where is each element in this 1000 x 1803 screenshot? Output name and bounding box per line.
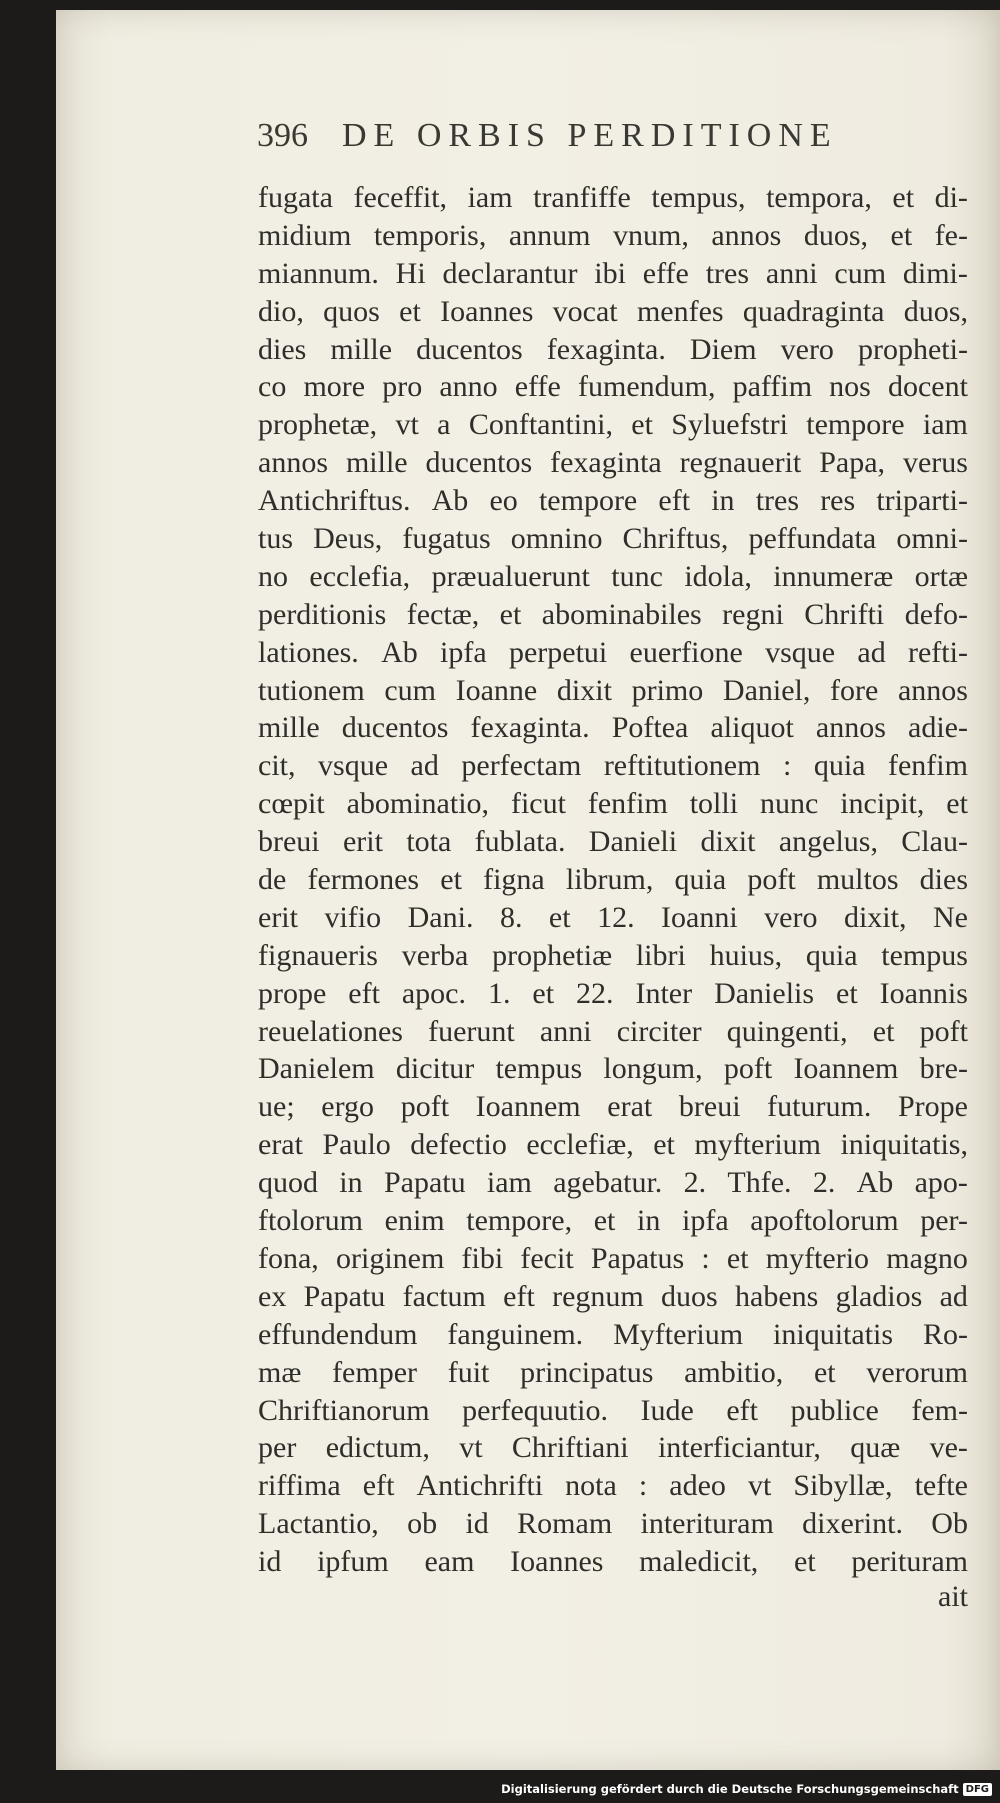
text-line: midium temporis, annum vnum, annos duos, et fe- (258, 218, 968, 252)
text-line: prope eft apoc. 1. et 22. Inter Danielis et Ioannis (258, 976, 968, 1010)
text-line: fugata feceffit, iam tranfiffe tempus, tempora, et di- (258, 181, 968, 214)
text-line: cit, vsque ad perfectam reftitutionem : quia fenfim (258, 749, 968, 783)
text-line: de fermones et figna librum, quia poft multos dies (258, 863, 968, 897)
text-line: fignaueris verba prophetiæ libri huius, quia tempus (258, 938, 968, 972)
text-line: lationes. Ab ipfa perpetui euerfione vsque ad refti- (258, 635, 968, 669)
text-line: effundendum fanguinem. Myfterium iniquitatis Ro- (258, 1317, 968, 1351)
text-line: fona, originem fibi fecit Papatus : et myfterio magno (258, 1241, 968, 1275)
text-line: quod in Papatu iam agebatur. 2. Thfe. 2. Ab apo- (258, 1166, 968, 1200)
text-line: Lactantio, ob id Romam interituram dixerint. Ob (258, 1507, 968, 1541)
text-line: id ipfum eam Ioannes maledicit, et perituram (258, 1545, 968, 1579)
text-line: cœpit abominatio, ficut fenfim tolli nunc incipit, et (258, 787, 968, 821)
text-line: ex Papatu factum eft regnum duos habens gladios ad (258, 1279, 968, 1313)
text-line: dio, quos et Ioannes vocat menfes quadraginta duos, (258, 294, 968, 328)
running-title: DE ORBIS PERDITIONE (342, 117, 838, 154)
text-line: erit vifio Dani. 8. et 12. Ioanni vero dixit, Ne (258, 900, 968, 934)
text-line: tutionem cum Ioanne dixit primo Daniel, fore annos (258, 673, 968, 707)
text-line: Chriftianorum perfequutio. Iude eft publice fem- (258, 1393, 968, 1427)
digitization-credit (501, 1778, 992, 1800)
text-line: miannum. Hi declarantur ibi effe tres anni cum dimi- (258, 256, 968, 290)
text-line: no ecclefia, præualuerunt tunc idola, innumeræ ortæ (258, 559, 968, 593)
text-line: mille ducentos fexaginta. Poftea aliquot annos adie- (258, 711, 968, 745)
text-line: per edictum, vt Chriftiani interficiantur, quæ ve- (258, 1431, 968, 1465)
body-text (258, 179, 968, 1581)
text-line: ftolorum enim tempore, et in ipfa apoftolorum per- (258, 1204, 968, 1238)
text-line: breui erit tota fublata. Danieli dixit angelus, Clau- (258, 825, 968, 859)
credit-text: Digitalisierung gefördert durch die Deutsche Forschungsgemeinschaft (501, 1782, 959, 1796)
text-line: co more pro anno effe fumendum, paffim nos docent (258, 370, 968, 404)
text-line: perditionis fectæ, et abominabiles regni Chrifti defo- (258, 597, 968, 631)
text-line: annos mille ducentos fexaginta regnauerit Papa, verus (258, 446, 968, 480)
text-line: riffima eft Antichrifti nota : adeo vt Sibyllæ, tefte (258, 1469, 968, 1503)
dfg-logo: DFG (963, 1783, 992, 1796)
text-line: dies mille ducentos fexaginta. Diem vero propheti- (258, 332, 968, 366)
text-line: prophetæ, vt a Conftantini, et Syluefstri tempore iam (258, 408, 968, 442)
text-line: Antichriftus. Ab eo tempore eft in tres res triparti- (258, 484, 968, 518)
page-header (257, 117, 838, 155)
text-line: mæ femper fuit principatus ambitio, et verorum (258, 1355, 968, 1389)
text-line: erat Paulo defectio ecclefiæ, et myfterium iniquitatis, (258, 1128, 968, 1162)
text-line: Danielem dicitur tempus longum, poft Ioannem bre- (258, 1052, 968, 1086)
catchword: ait (938, 1580, 968, 1613)
text-line: ue; ergo poft Ioannem erat breui futurum. Prope (258, 1090, 968, 1124)
text-line: tus Deus, fugatus omnino Chriftus, peffundata omni- (258, 522, 968, 556)
page-number: 396 (257, 117, 308, 154)
text-line: reuelationes fuerunt anni circiter quingenti, et poft (258, 1014, 968, 1048)
